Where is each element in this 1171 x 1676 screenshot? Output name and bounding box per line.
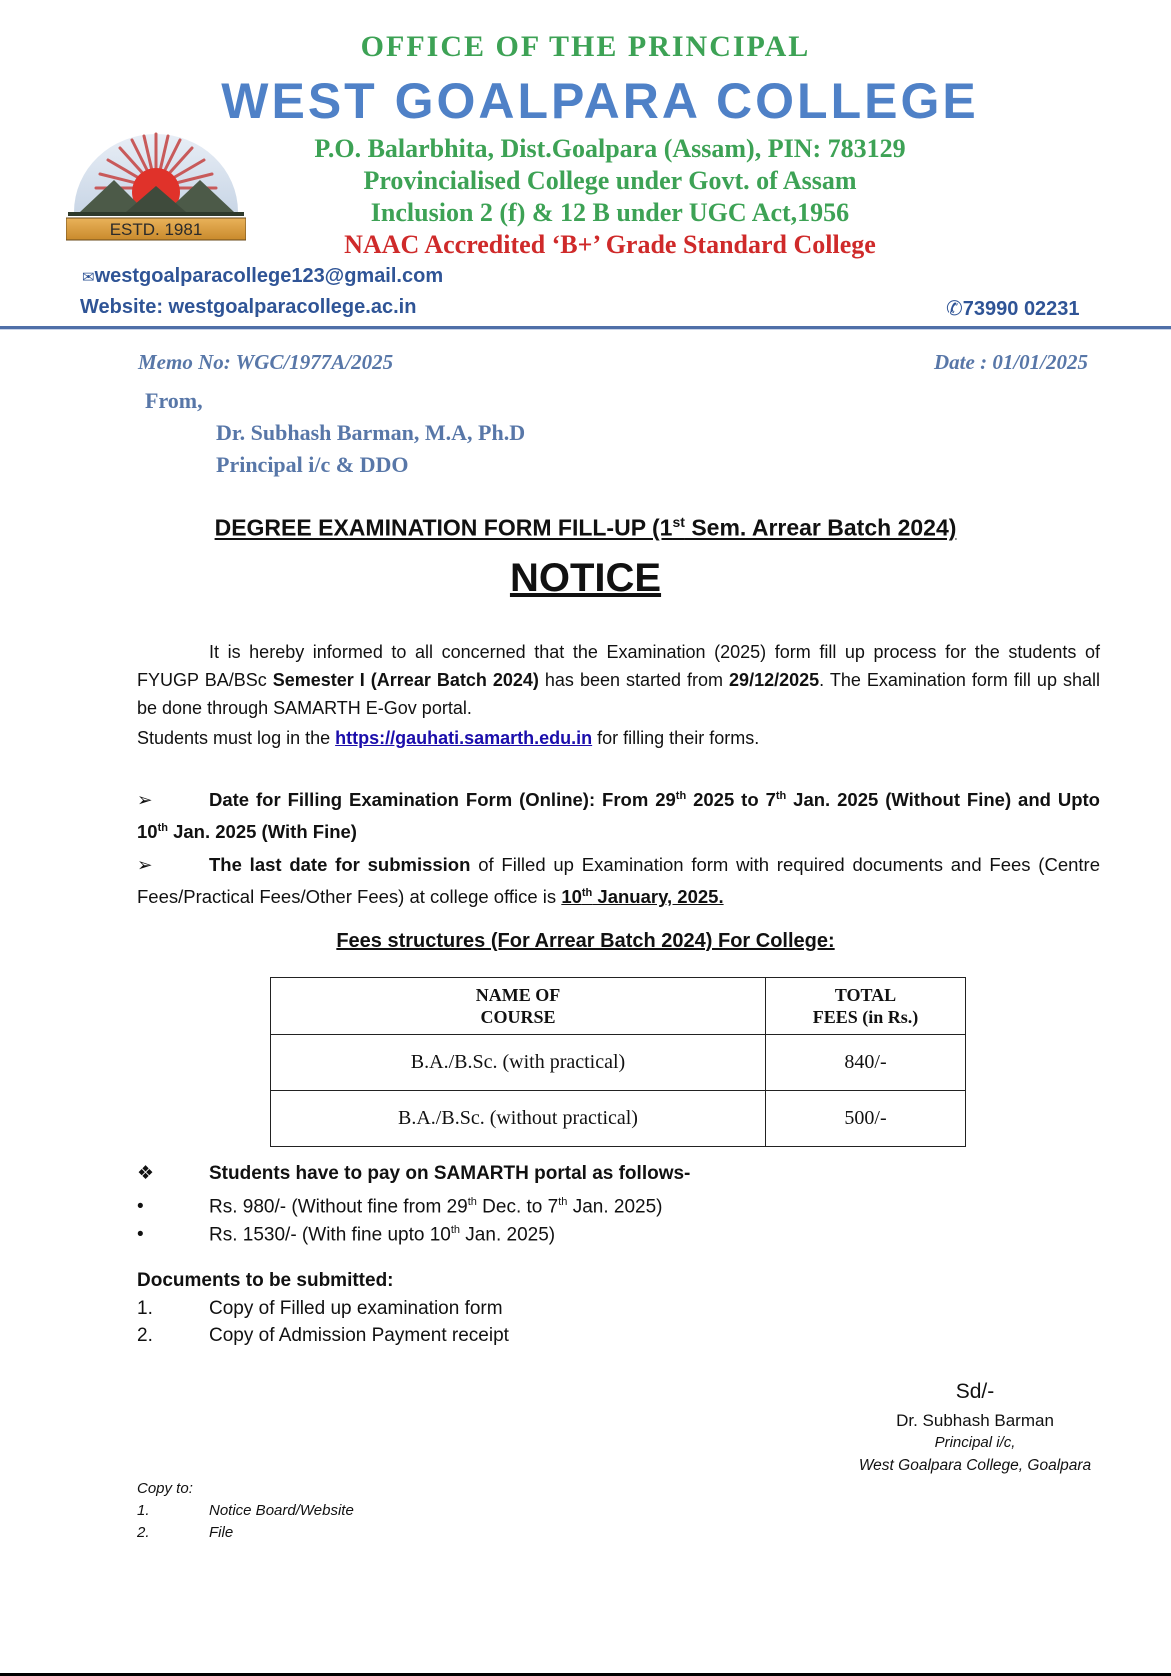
header-line: COURSE xyxy=(480,1007,556,1027)
table-row xyxy=(271,1091,966,1147)
subject-sup: st xyxy=(672,514,685,530)
item-number: 2. xyxy=(137,1524,150,1541)
item-sup: th xyxy=(467,1196,477,1208)
item-bold-text: The last date for submission xyxy=(209,854,471,875)
item-sup: th xyxy=(775,790,787,802)
column-header-fees xyxy=(766,978,966,1035)
intro-paragraph xyxy=(137,638,1100,722)
filling-date-item xyxy=(137,782,1100,846)
fee-cell: 500/- xyxy=(766,1091,966,1147)
item-sup: th xyxy=(675,790,687,802)
item-text: Jan. 2025) xyxy=(567,1196,663,1218)
college-provincialised: Provincialised College under Govt. of Assam xyxy=(363,166,857,195)
subject-text-a: DEGREE EXAMINATION FORM FILL-UP (1 xyxy=(214,514,673,541)
item-sup: th xyxy=(558,1196,568,1208)
para-text: It is hereby informed to all concerned that the Examination (2025) form fill up process for the students of FYUGP BA/BSc xyxy=(137,642,1100,690)
envelope-icon: ✉ xyxy=(82,269,95,286)
para-semester: Semester I (Arrear Batch 2024) xyxy=(272,670,539,690)
login-instruction xyxy=(137,724,1100,752)
payment-item xyxy=(137,1216,555,1249)
item-text: Rs. 980/- (Without fine from 29 xyxy=(209,1196,468,1218)
item-text: Rs. 1530/- (With fine upto 10 xyxy=(209,1224,451,1246)
email-text: westgoalparacollege123@gmail.com xyxy=(94,265,444,287)
college-name: WEST GOALPARA COLLEGE xyxy=(221,73,979,129)
phone-text: 73990 02231 xyxy=(962,298,1080,320)
payment-heading xyxy=(137,1160,690,1188)
document-item xyxy=(137,1298,503,1320)
item-text: Jan. 2025 (With Fine) xyxy=(167,821,357,843)
arrow-bullet-icon: ➢ xyxy=(137,854,153,875)
item-text: Dec. to 7 xyxy=(476,1196,559,1218)
course-cell: B.A./B.Sc. (with practical) xyxy=(271,1035,766,1091)
document-item xyxy=(137,1325,509,1347)
copy-to-item xyxy=(137,1524,233,1541)
subject-text-b: Sem. Arrear Batch 2024) xyxy=(684,514,957,541)
header-line: NAME OF xyxy=(475,985,561,1005)
college-ugc-inclusion: Inclusion 2 (f) & 12 B under UGC Act,1956 xyxy=(370,198,850,227)
course-cell: B.A./B.Sc. (without practical) xyxy=(271,1091,766,1147)
copy-to-heading: Copy to: xyxy=(137,1480,193,1497)
header-divider xyxy=(0,326,1171,330)
fees-table xyxy=(270,977,966,1147)
from-name: Dr. Subhash Barman, M.A, Ph.D xyxy=(216,420,526,445)
college-address: P.O. Balarbhita, Dist.Goalpara (Assam), PIN: 783129 xyxy=(314,134,906,163)
payment-heading-text: Students have to pay on SAMARTH portal as follows- xyxy=(209,1163,691,1184)
item-number: 1. xyxy=(137,1502,150,1519)
item-text: File xyxy=(209,1524,234,1541)
from-label: From, xyxy=(145,388,203,413)
item-text: of Filled up Examination form with required documents and Fees (Centre Fees/Practical Fees/Other Fees) at college office is xyxy=(137,854,1100,908)
deadline-day: 10 xyxy=(561,886,582,908)
login-text: for filling their forms. xyxy=(592,728,760,748)
office-heading: OFFICE OF THE PRINCIPAL xyxy=(360,30,811,63)
logo-estd-text: ESTD. 1981 xyxy=(109,220,203,239)
signature-sd: Sd/- xyxy=(955,1380,995,1403)
college-phone[interactable] xyxy=(946,296,1080,321)
item-text: Copy of Admission Payment receipt xyxy=(209,1325,509,1346)
column-header-course xyxy=(271,978,766,1035)
item-sup: th xyxy=(450,1224,461,1236)
arrow-bullet-icon: ➢ xyxy=(137,789,153,811)
table-row xyxy=(271,1035,966,1091)
item-text: 2025 to 7 xyxy=(686,789,776,811)
login-text: Students must log in the xyxy=(137,728,336,748)
item-text: Jan. 2025) xyxy=(460,1224,556,1246)
header-line: TOTAL xyxy=(834,985,897,1005)
item-text: Jan. 2025 (Without Fine) and Upto 10 xyxy=(137,789,1100,843)
para-start-date: 29/12/2025 xyxy=(729,670,820,690)
item-text: Notice Board/Website xyxy=(209,1502,354,1519)
item-number: 2. xyxy=(137,1325,153,1346)
notice-heading: NOTICE xyxy=(509,556,662,600)
signatory-name: Dr. Subhash Barman xyxy=(896,1411,1054,1430)
memo-date: Date : 01/01/2025 xyxy=(934,350,1088,374)
college-website[interactable]: Website: westgoalparacollege.ac.in xyxy=(80,296,417,318)
para-text: . The Examination form fill up shall be done through SAMARTH E-Gov portal. xyxy=(137,670,1100,718)
notice-subject xyxy=(0,514,1171,542)
item-text: Date for Filling Examination Form (Online): From 29 xyxy=(209,789,676,811)
table-header-row xyxy=(271,978,966,1035)
item-number: 1. xyxy=(137,1298,153,1319)
signatory-college: West Goalpara College, Goalpara xyxy=(858,1457,1092,1474)
fees-structure-title: Fees structures (For Arrear Batch 2024) For College: xyxy=(336,930,835,952)
item-text: Copy of Filled up examination form xyxy=(209,1298,503,1319)
memo-number: Memo No: WGC/1977A/2025 xyxy=(138,350,394,374)
signatory-role: Principal i/c, xyxy=(934,1434,1016,1451)
documents-heading: Documents to be submitted: xyxy=(137,1270,394,1291)
submission-deadline xyxy=(561,886,723,907)
copy-to-item xyxy=(137,1502,354,1519)
diamond-bullet-icon: ❖ xyxy=(137,1163,155,1184)
fee-cell: 840/- xyxy=(766,1035,966,1091)
deadline-rest: January, 2025. xyxy=(592,886,724,908)
para-text: has been started from xyxy=(538,670,730,690)
phone-icon: ✆ xyxy=(946,298,963,320)
college-email[interactable] xyxy=(82,265,443,288)
header-line: FEES (in Rs.) xyxy=(812,1007,919,1027)
from-role: Principal i/c & DDO xyxy=(216,452,409,477)
submission-date-item xyxy=(137,851,1100,911)
samarth-portal-link[interactable]: https://gauhati.samarth.edu.in xyxy=(335,728,593,748)
deadline-sup: th xyxy=(581,887,593,899)
bullet-icon: • xyxy=(137,1224,144,1246)
item-sup: th xyxy=(157,822,168,835)
bullet-icon: • xyxy=(137,1196,144,1218)
college-naac-grade: NAAC Accredited ‘B+’ Grade Standard College xyxy=(344,230,876,259)
